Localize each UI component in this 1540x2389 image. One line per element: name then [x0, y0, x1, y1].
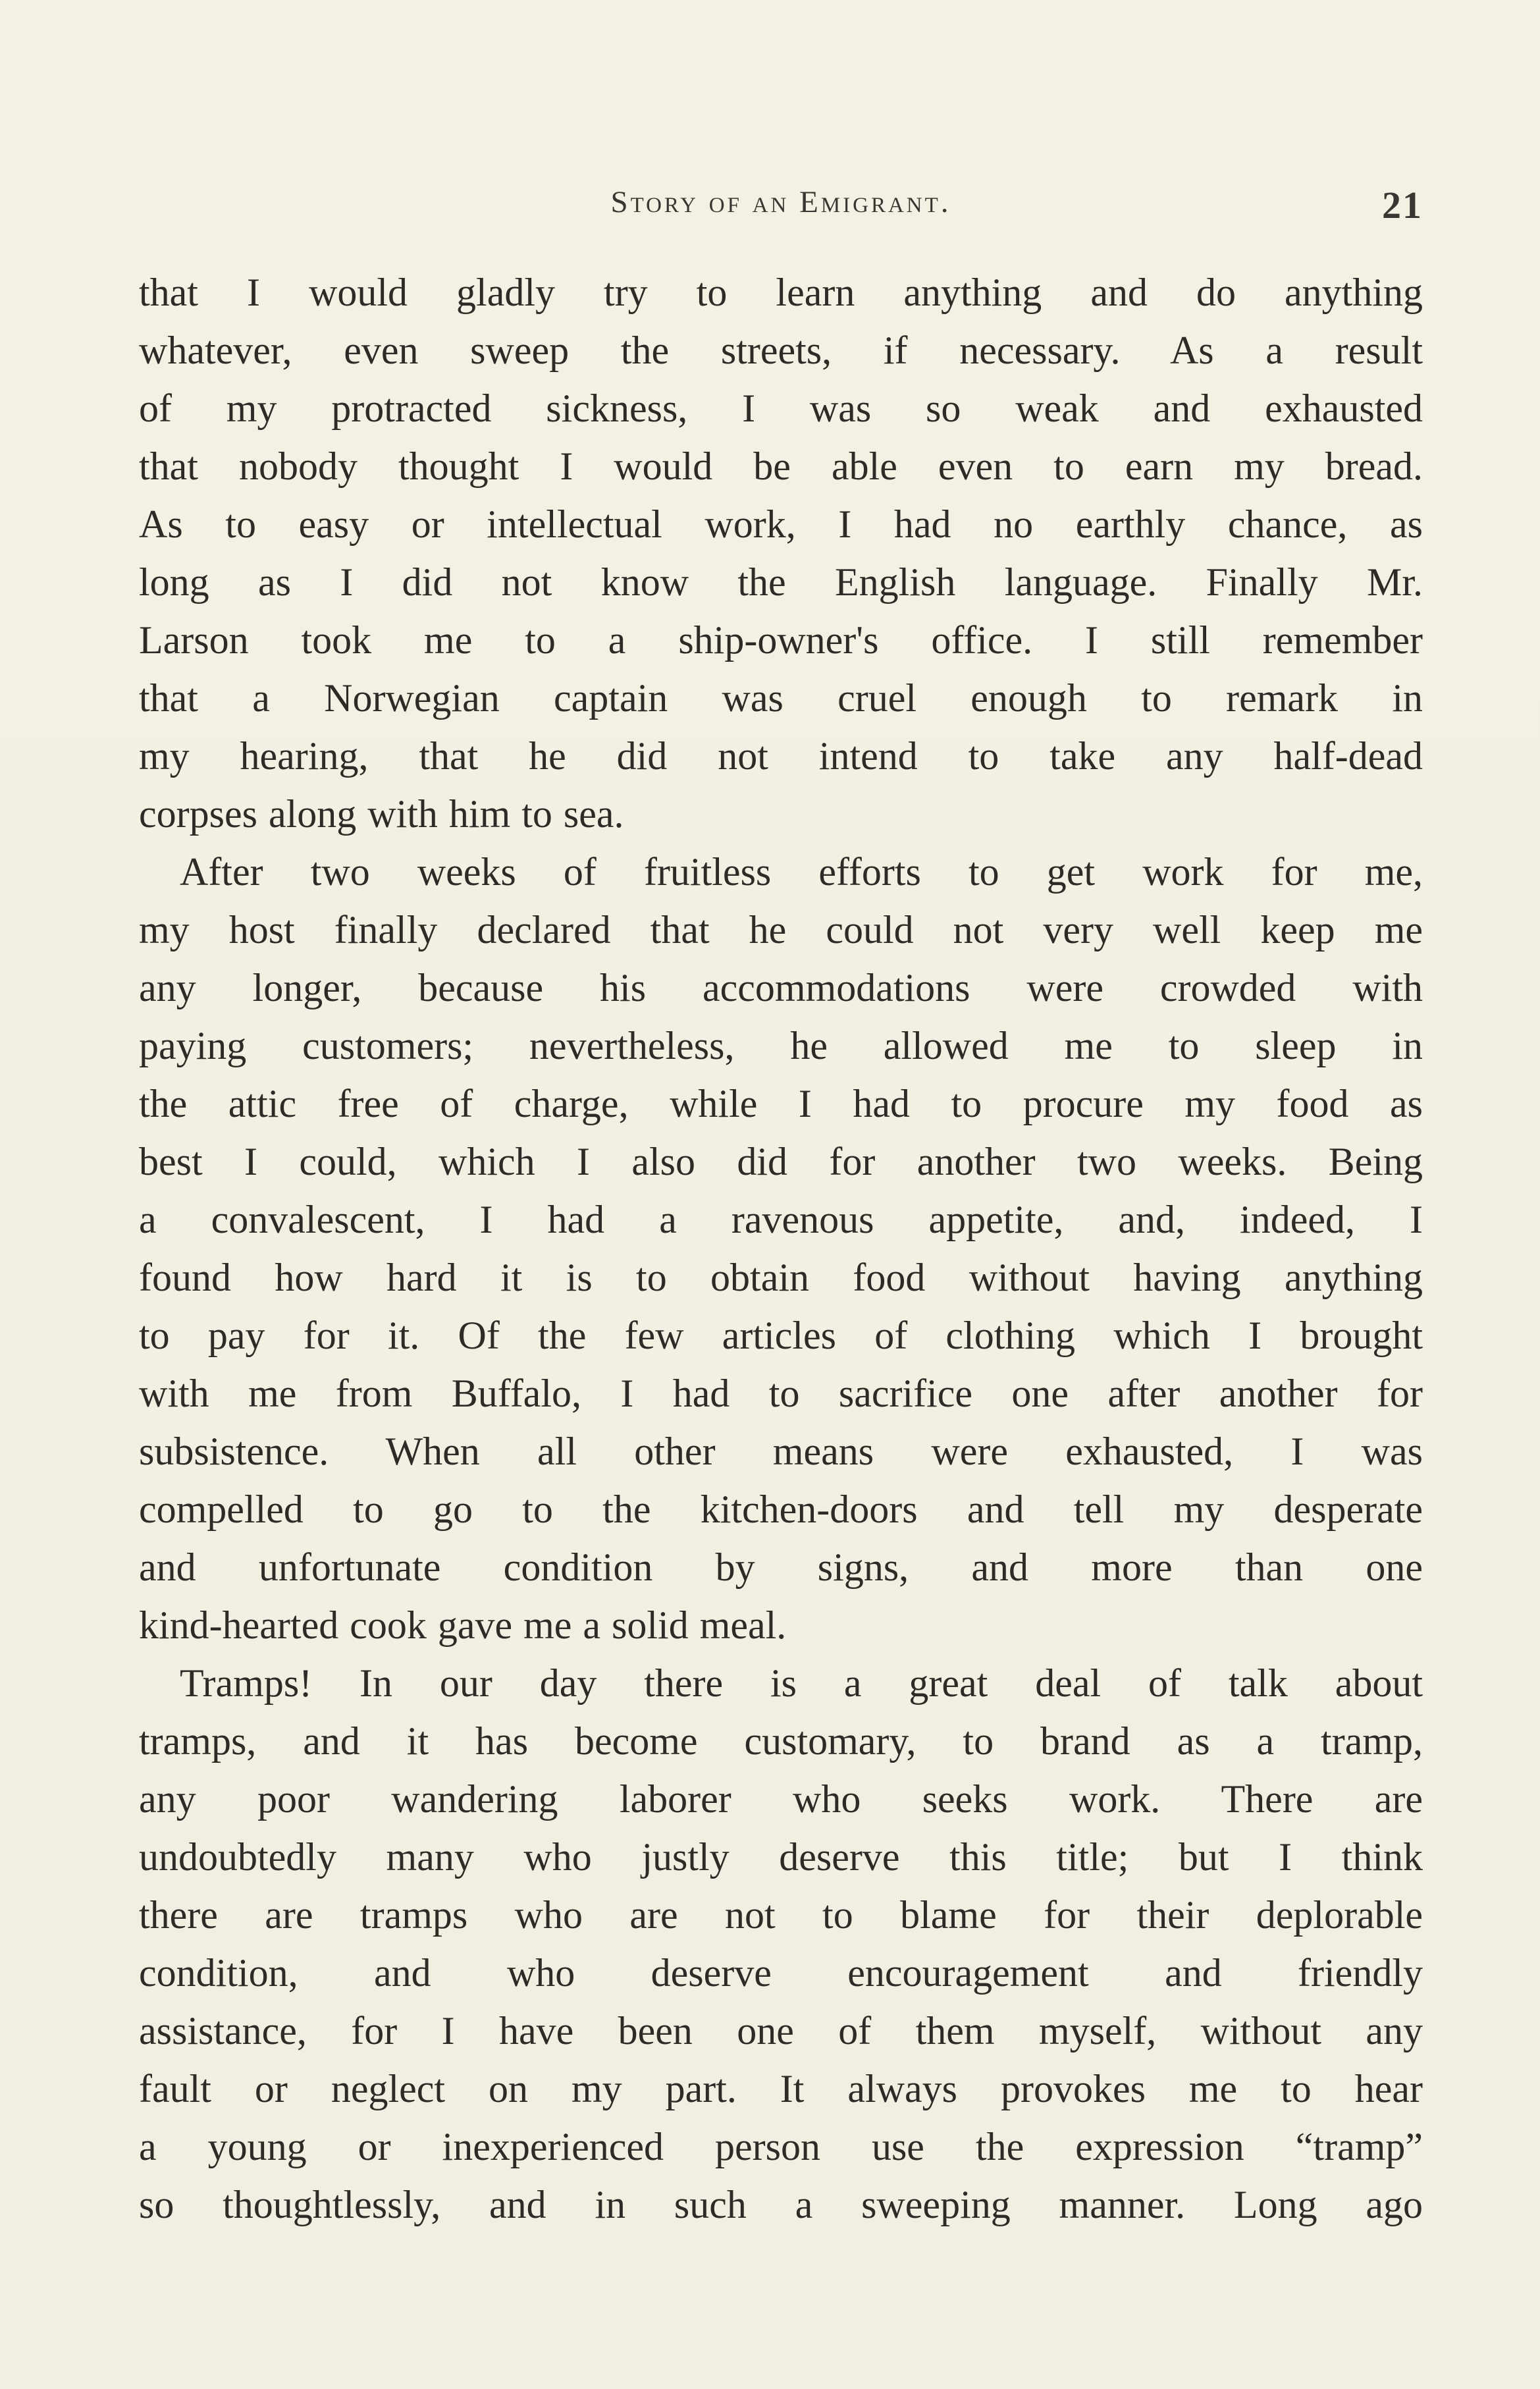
paragraph-first-line: Tramps! In our day there is a great deal of talk about [180, 1661, 1423, 1705]
text-line: long as I did not know the English language. Finally Mr. [139, 560, 1423, 604]
text-line: and unfortunate condition by signs, and more than one [139, 1545, 1423, 1589]
text-line: undoubtedly many who justly deserve this title; but I think [139, 1835, 1423, 1879]
text-line: a convalescent, I had a ravenous appetite, and, indeed, I [139, 1198, 1423, 1241]
text-line: my hearing, that he did not intend to take any half-dead [139, 734, 1423, 778]
text-line: As to easy or intellectual work, I had no earthly chance, as [139, 502, 1423, 546]
text-line: my host finally declared that he could not very well keep me [139, 908, 1423, 952]
text-line: that nobody thought I would be able even to earn my bread. [139, 444, 1423, 488]
body-text [139, 263, 1423, 2234]
text-line: to pay for it. Of the few articles of clothing which I brought [139, 1314, 1423, 1357]
text-line: compelled to go to the kitchen-doors and tell my desperate [139, 1488, 1423, 1531]
text-line: any longer, because his accommodations were crowded with [139, 966, 1423, 1009]
text-line: any poor wandering laborer who seeks work. There are [139, 1777, 1423, 1821]
text-line: the attic free of charge, while I had to procure my food as [139, 1082, 1423, 1125]
running-title: Story of an Emigrant. [610, 185, 951, 219]
text-line: whatever, even sweep the streets, if necessary. As a result [139, 329, 1423, 372]
text-line: tramps, and it has become customary, to brand as a tramp, [139, 1719, 1423, 1763]
text-line: found how hard it is to obtain food without having anything [139, 1256, 1423, 1299]
text-line: that a Norwegian captain was cruel enough to remark in [139, 676, 1423, 720]
page-number: 21 [1382, 184, 1423, 227]
text-line: a young or inexperienced person use the expression “tramp” [139, 2125, 1423, 2168]
text-line: best I could, which I also did for another two weeks. Being [139, 1140, 1423, 1183]
text-line: Larson took me to a ship-owner's office. I still remember [139, 618, 1423, 662]
text-line: assistance, for I have been one of them myself, without any [139, 2009, 1423, 2053]
paragraph-last-line: corpses along with him to sea. [139, 792, 624, 836]
running-head [139, 179, 1423, 238]
paragraph-first-line: After two weeks of fruitless efforts to get work for me, [180, 850, 1423, 894]
text-line: fault or neglect on my part. It always provokes me to hear [139, 2067, 1423, 2110]
text-line: so thoughtlessly, and in such a sweeping manner. Long ago [139, 2183, 1423, 2226]
text-line: paying customers; nevertheless, he allowed me to sleep in [139, 1024, 1423, 1067]
text-line: with me from Buffalo, I had to sacrifice one after another for [139, 1372, 1423, 1415]
text-line: of my protracted sickness, I was so weak and exhausted [139, 387, 1423, 430]
text-line: there are tramps who are not to blame for their deplorable [139, 1893, 1423, 1937]
text-line: condition, and who deserve encouragement and friendly [139, 1951, 1423, 1995]
text-line: that I would gladly try to learn anything and do anything [139, 271, 1423, 314]
text-line: subsistence. When all other means were exhausted, I was [139, 1430, 1423, 1473]
paragraph-last-line: kind-hearted cook gave me a solid meal. [139, 1603, 787, 1647]
